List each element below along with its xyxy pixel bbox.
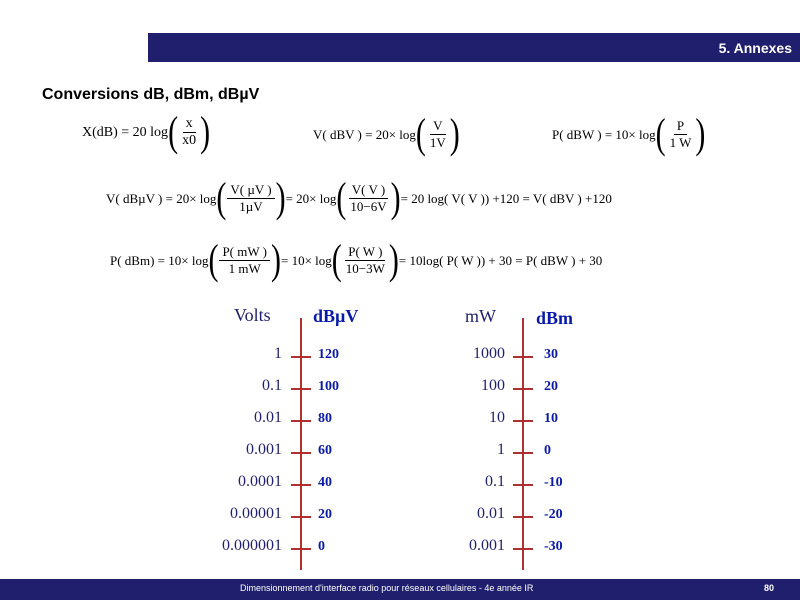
paren-open: ( (168, 108, 179, 155)
numerator: V (430, 118, 445, 135)
denominator: 10−3W (345, 261, 385, 276)
formula-lhs: P( dBW ) = 10× log (552, 126, 656, 142)
scale-right-value: 100 (318, 379, 339, 394)
scale-left-value: 0.00001 (230, 505, 282, 522)
numerator: x (183, 116, 196, 133)
paren-close: ) (275, 174, 286, 221)
scale-tick (291, 356, 311, 358)
section-title: 5. Annexes (718, 40, 792, 56)
paren-close: ) (449, 110, 460, 157)
paren-close: ) (200, 108, 211, 155)
denominator: 1 mW (228, 261, 261, 276)
scale-right-value: 60 (318, 443, 332, 458)
scale-right-value: 30 (544, 347, 558, 362)
paren-open: ( (216, 174, 227, 221)
paren-close: ) (388, 236, 399, 283)
scale-tick (291, 516, 311, 518)
denominator: 1µV (239, 199, 263, 214)
paren-open: ( (331, 236, 342, 283)
footer-text: Dimensionnement d'interface radio pour réseaux cellulaires - 4e année IR (240, 583, 534, 593)
scale-right-value: 0 (318, 539, 325, 554)
scale-left-value: 0.001 (246, 441, 282, 458)
numerator: P (674, 118, 687, 135)
paren-close: ) (390, 174, 401, 221)
formula-x-db (82, 108, 211, 155)
scale-tick (513, 548, 533, 550)
scale-tick (513, 452, 533, 454)
denominator: 1V (429, 135, 446, 150)
fraction (667, 118, 695, 151)
formula-lhs: P( dBm) = 10× log (110, 252, 209, 268)
scale-tick (513, 388, 533, 390)
formula-rhs: = 10log( P( W )) + 30 = P( dBW ) + 30 (398, 252, 603, 268)
scale-tick (291, 388, 311, 390)
scale-left-value: 10 (489, 409, 505, 426)
formula-lhs: V( dBµV ) = 20× log (106, 190, 217, 206)
scale-right-value: 40 (318, 475, 332, 490)
scale-left-value: 0.01 (254, 409, 282, 426)
scale-right-value: -30 (544, 539, 563, 554)
scale-tick (291, 420, 311, 422)
formula-p-dbw (552, 110, 706, 157)
scale-left-value: 100 (481, 377, 505, 394)
fraction (347, 182, 389, 215)
formula-lhs: V( dBV ) = 20× log (313, 126, 416, 142)
scale-left-value: 0.000001 (222, 537, 282, 554)
fraction (219, 244, 270, 277)
dbuv-unit-label: dBµV (313, 306, 359, 326)
dbm-unit-label: dBm (536, 308, 574, 328)
formula-lhs: X(dB) = 20 log (82, 124, 169, 140)
paren-open: ( (336, 174, 347, 221)
formula-mid: = 10× log (281, 252, 332, 268)
scale-right-value: 20 (318, 507, 332, 522)
numerator: P( mW ) (219, 244, 270, 261)
paren-open: ( (208, 236, 219, 283)
formula-v-dbv (313, 110, 460, 157)
scale-right-value: 120 (318, 347, 339, 362)
scale-tick (513, 420, 533, 422)
formula-mid: = 20× log (285, 190, 337, 206)
scale-left-value: 0.01 (477, 505, 505, 522)
footer-bar (0, 579, 800, 600)
scale-right-value: -20 (544, 507, 563, 522)
scale-right-value: 0 (544, 443, 551, 458)
scale-right-value: 80 (318, 411, 332, 426)
fraction (427, 118, 449, 151)
scale-left-value: 1 (497, 441, 505, 458)
paren-close: ) (271, 236, 281, 283)
fraction (179, 116, 199, 149)
denominator: x0 (182, 133, 197, 148)
scale-tick (291, 548, 311, 550)
formula-p-dbm (110, 236, 603, 283)
scale-tick (513, 484, 533, 486)
denominator: 1 W (669, 135, 692, 150)
scale-tick (513, 356, 533, 358)
slide-title: Conversions dB, dBm, dBµV (42, 86, 260, 103)
scale-left-value: 0.1 (262, 377, 282, 394)
denominator: 10−6V (350, 199, 387, 214)
scale-left-value: 0.0001 (238, 473, 282, 490)
header-bar (148, 33, 800, 62)
mw-unit-label: mW (465, 306, 496, 326)
volts-unit-label: Volts (234, 305, 271, 325)
scale-left-value: 1000 (473, 345, 505, 362)
fraction (227, 182, 274, 215)
scale-left-value: 0.1 (485, 473, 505, 490)
scale-right-value: 10 (544, 411, 558, 426)
numerator: P( W ) (345, 244, 385, 261)
formula-rhs: = 20 log( V( V )) +120 = V( dBV ) +120 (400, 190, 612, 206)
numerator: V( µV ) (227, 182, 274, 199)
page-number: 80 (763, 583, 774, 593)
scale-left-value: 0.001 (469, 537, 505, 554)
paren-open: ( (415, 110, 426, 157)
scale-right-value: -10 (544, 475, 563, 490)
scale-left-value: 1 (274, 345, 282, 362)
paren-open: ( (655, 110, 666, 157)
scale-tick (291, 452, 311, 454)
scale-right-value: 20 (544, 379, 558, 394)
scale-tick (513, 516, 533, 518)
numerator: V( V ) (349, 182, 388, 199)
formula-v-dbuv (106, 174, 612, 221)
scale-tick (291, 484, 311, 486)
fraction (343, 244, 388, 277)
paren-close: ) (695, 110, 706, 157)
